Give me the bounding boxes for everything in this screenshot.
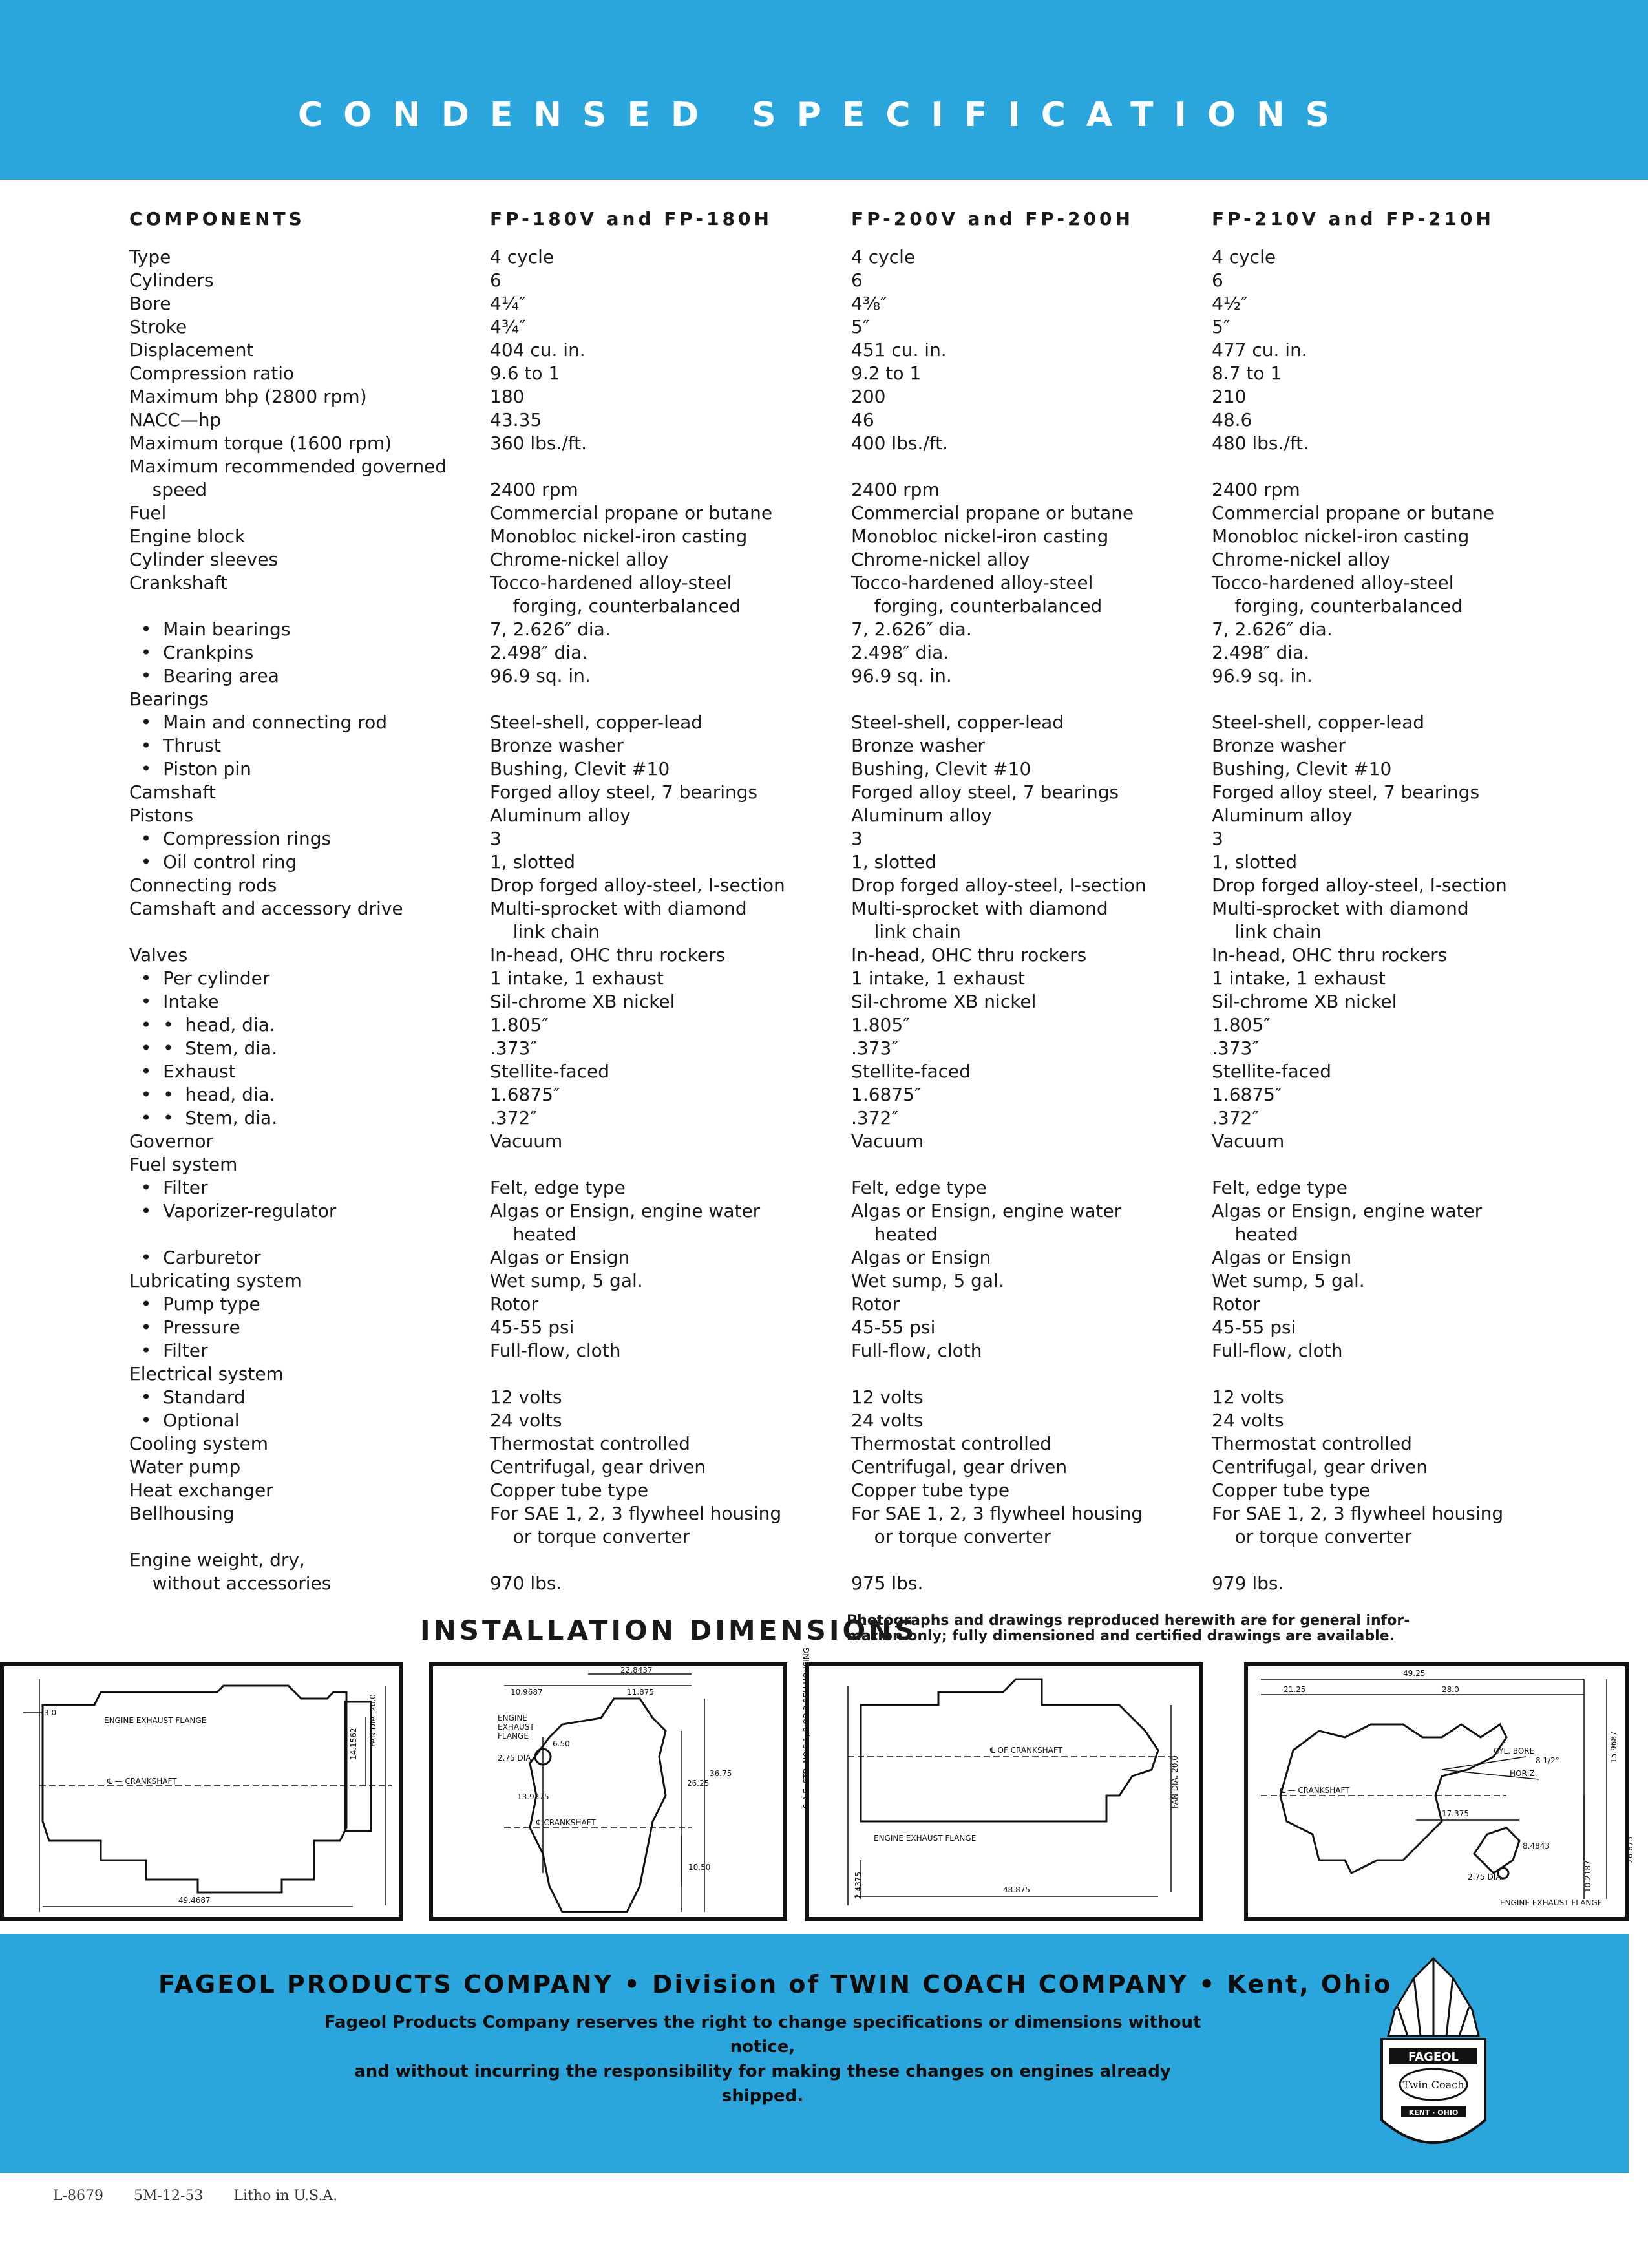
spec-value-fp200: Multi-sprocket with diamond	[851, 898, 1108, 919]
spec-label: Bearings	[129, 688, 209, 710]
drawing-4-label-26-875: 26.875	[1625, 1836, 1634, 1863]
spec-value-fp180: For SAE 1, 2, 3 flywheel housing	[490, 1503, 782, 1524]
spec-value-fp180: 2.498″ dia.	[490, 642, 588, 663]
spec-value-fp200: 400 lbs./ft.	[851, 432, 949, 454]
drawing-2-label-exhaust: EXHAUST	[498, 1722, 534, 1732]
spec-label: • Thrust	[129, 735, 221, 756]
spec-label: without accessories	[129, 1573, 332, 1594]
spec-value-fp210: 210	[1212, 386, 1247, 407]
spec-value-fp200: 7, 2.626″ dia.	[851, 619, 972, 640]
spec-value-fp180: 96.9 sq. in.	[490, 665, 591, 686]
spec-value-fp210: 96.9 sq. in.	[1212, 665, 1313, 686]
spec-value-fp210: Stellite-faced	[1212, 1061, 1332, 1082]
spec-value-fp180: Aluminum alloy	[490, 805, 631, 826]
dimension-lines	[848, 1686, 1171, 1905]
spec-value-fp210: 2400 rpm	[1212, 479, 1300, 500]
logo-mid-text: Twin Coach	[1402, 2079, 1464, 2091]
spec-value-fp200: 1.805″	[851, 1014, 910, 1035]
spec-label: Governor	[129, 1130, 214, 1152]
page-title: CONDENSED SPECIFICATIONS	[297, 96, 1351, 134]
spec-value-fp200: 9.2 to 1	[851, 363, 922, 384]
spec-value-fp180: 1.805″	[490, 1014, 549, 1035]
spec-value-fp200: Commercial propane or butane	[851, 502, 1134, 524]
spec-label: • Pump type	[129, 1293, 260, 1315]
spec-value-fp210: Wet sump, 5 gal.	[1212, 1270, 1365, 1291]
spec-value-fp200: 6	[851, 270, 863, 291]
spec-value-fp180: Stellite-faced	[490, 1061, 610, 1082]
spec-value-fp210: Copper tube type	[1212, 1479, 1371, 1501]
spec-value-fp200: Bushing, Clevit #10	[851, 758, 1031, 779]
spec-value-fp200: 12 volts	[851, 1386, 924, 1408]
spec-value-fp210: 3	[1212, 828, 1223, 849]
spec-value-fp210: Bushing, Clevit #10	[1212, 758, 1392, 779]
spec-value-fp180: 12 volts	[490, 1386, 562, 1408]
spec-label: • • Stem, dia.	[129, 1107, 278, 1129]
spec-label: • Compression rings	[129, 828, 332, 849]
spec-value-fp210: heated	[1212, 1224, 1298, 1245]
logo-bottom-text: KENT · OHIO	[1408, 2108, 1459, 2117]
spec-value-fp200: In-head, OHC thru rockers	[851, 944, 1087, 966]
spec-value-fp210: forging, counterbalanced	[1212, 595, 1463, 617]
spec-value-fp180: 970 lbs.	[490, 1573, 562, 1594]
spec-value-fp210: 4½″	[1212, 293, 1248, 314]
drawing-2-label-engine: ENGINE	[498, 1713, 527, 1722]
drawing-4-label-15-9687: 15.9687	[1609, 1731, 1618, 1763]
spec-value-fp200: Full-flow, cloth	[851, 1340, 982, 1361]
spec-value-fp200: 46	[851, 409, 874, 430]
spec-value-fp210: Vacuum	[1212, 1130, 1285, 1152]
drawing-3-label-exhaust: ENGINE EXHAUST FLANGE	[874, 1834, 977, 1843]
drawing-4-label-28-0: 28.0	[1442, 1685, 1459, 1694]
installation-note-line-1: Photographs and drawings reproduced herewith are for general infor-	[847, 1613, 1410, 1629]
spec-value-fp180: Forged alloy steel, 7 bearings	[490, 781, 758, 803]
spec-label: Water pump	[129, 1456, 241, 1478]
drawing-4-svg	[1248, 1666, 1634, 1917]
spec-label: Maximum torque (1600 rpm)	[129, 432, 392, 454]
spec-value-fp200: Forged alloy steel, 7 bearings	[851, 781, 1119, 803]
drawing-2-label-6-50: 6.50	[553, 1739, 570, 1748]
spec-value-fp200: Thermostat controlled	[851, 1433, 1051, 1454]
spec-value-fp180: Thermostat controlled	[490, 1433, 690, 1454]
drawing-1-svg	[4, 1666, 399, 1917]
spec-value-fp200: Vacuum	[851, 1130, 924, 1152]
spec-label: • Optional	[129, 1410, 240, 1431]
spec-value-fp200: .372″	[851, 1107, 898, 1129]
spec-value-fp210: or torque converter	[1212, 1526, 1412, 1547]
spec-value-fp200: 96.9 sq. in.	[851, 665, 952, 686]
spec-label: • Per cylinder	[129, 968, 270, 989]
spec-value-fp200: .373″	[851, 1037, 898, 1059]
spec-label: • Main and connecting rod	[129, 712, 388, 733]
spec-value-fp210: 6	[1212, 270, 1223, 291]
spec-value-fp180: Full-flow, cloth	[490, 1340, 621, 1361]
spec-value-fp180: Monobloc nickel-iron casting	[490, 525, 748, 547]
spec-value-fp180: 6	[490, 270, 502, 291]
spec-value-fp210: 1.6875″	[1212, 1084, 1282, 1105]
drawing-3-label-2-4375: 2.4375	[854, 1872, 863, 1899]
drawing-4-label-cyl-bore: CYL. BORE	[1494, 1746, 1535, 1755]
spec-value-fp200: Stellite-faced	[851, 1061, 971, 1082]
engine-outline	[43, 1686, 371, 1892]
spec-label: Stroke	[129, 316, 187, 337]
spec-value-fp180: 180	[490, 386, 525, 407]
drawing-2-label-flange: FLANGE	[498, 1732, 529, 1741]
spec-value-fp200: Algas or Ensign, engine water	[851, 1200, 1122, 1222]
spec-value-fp200: Steel-shell, copper-lead	[851, 712, 1064, 733]
spec-label: • Piston pin	[129, 758, 251, 779]
column-header-fp210: FP-210V and FP-210H	[1212, 208, 1494, 229]
spec-label: • Filter	[129, 1177, 208, 1198]
drawing-3-label-crankshaft: ℄ OF CRANKSHAFT	[990, 1746, 1062, 1755]
drawing-2-label-26-25: 26.25	[687, 1779, 710, 1788]
spec-label: Valves	[129, 944, 188, 966]
spec-value-fp200: Chrome-nickel alloy	[851, 549, 1030, 570]
spec-value-fp210: 7, 2.626″ dia.	[1212, 619, 1333, 640]
spec-value-fp210: 5″	[1212, 316, 1231, 337]
drawing-4-label-8-5-degrees: 8 1/2°	[1536, 1756, 1559, 1765]
spec-value-fp180: Commercial propane or butane	[490, 502, 773, 524]
spec-value-fp210: 8.7 to 1	[1212, 363, 1282, 384]
drawing-2-label-crankshaft: ℄ CRANKSHAFT	[536, 1818, 596, 1827]
spec-value-fp180: 360 lbs./ft.	[490, 432, 587, 454]
spec-value-fp180: heated	[490, 1224, 576, 1245]
spec-label: Bellhousing	[129, 1503, 235, 1524]
spec-label: • • head, dia.	[129, 1014, 275, 1035]
spec-value-fp200: For SAE 1, 2, 3 flywheel housing	[851, 1503, 1143, 1524]
spec-value-fp200: Wet sump, 5 gal.	[851, 1270, 1004, 1291]
spec-value-fp210: Multi-sprocket with diamond	[1212, 898, 1469, 919]
spec-value-fp210: 2.498″ dia.	[1212, 642, 1310, 663]
spec-value-fp210: In-head, OHC thru rockers	[1212, 944, 1448, 966]
spec-value-fp180: .373″	[490, 1037, 537, 1059]
installation-note	[847, 1613, 1410, 1644]
drawing-1-label-49-4687: 49.4687	[178, 1896, 211, 1905]
drawing-4-label-exhaust: ENGINE EXHAUST FLANGE	[1500, 1898, 1603, 1907]
print-codes	[53, 2188, 363, 2204]
drawing-4-label-8-4843: 8.4843	[1523, 1841, 1550, 1850]
spec-label: • Oil control ring	[129, 851, 297, 873]
spec-value-fp180: Chrome-nickel alloy	[490, 549, 669, 570]
spec-value-fp210: link chain	[1212, 921, 1322, 942]
column-header-fp200: FP-200V and FP-200H	[851, 208, 1134, 229]
spec-value-fp210: .372″	[1212, 1107, 1259, 1129]
spec-value-fp180: Drop forged alloy-steel, I-section	[490, 874, 785, 896]
spec-value-fp200: Copper tube type	[851, 1479, 1010, 1501]
spec-label: • Filter	[129, 1340, 208, 1361]
drawing-4-label-10-2187: 10.2187	[1583, 1860, 1592, 1892]
spec-value-fp180: 1, slotted	[490, 851, 576, 873]
column-header-fp180: FP-180V and FP-180H	[490, 208, 772, 229]
spec-value-fp200: Bronze washer	[851, 735, 985, 756]
drawing-front-view-horizontal	[1244, 1662, 1634, 1921]
drawing-front-view-vertical	[429, 1662, 787, 1921]
spec-value-fp210: 12 volts	[1212, 1386, 1284, 1408]
drawing-1-label-crankshaft: ℄ — CRANKSHAFT	[107, 1777, 177, 1786]
drawing-1-label-3-0: 3.0	[44, 1708, 57, 1717]
spec-value-fp210: 45-55 psi	[1212, 1317, 1296, 1338]
spec-value-fp200: Sil-chrome XB nickel	[851, 991, 1037, 1012]
spec-value-fp200: Rotor	[851, 1293, 900, 1315]
spec-value-fp180: or torque converter	[490, 1526, 690, 1547]
drawing-1-label-14-1562: 14.1562	[349, 1728, 358, 1760]
spec-label: Engine block	[129, 525, 246, 547]
spec-value-fp180: 9.6 to 1	[490, 363, 560, 384]
spec-value-fp180: 2400 rpm	[490, 479, 578, 500]
installation-dimensions-title: INSTALLATION DIMENSIONS	[420, 1615, 918, 1646]
spec-value-fp210: 979 lbs.	[1212, 1573, 1284, 1594]
spec-value-fp200: Algas or Ensign	[851, 1247, 991, 1268]
drawing-4-label-horiz: HORIZ.	[1510, 1769, 1537, 1778]
spec-value-fp180: Steel-shell, copper-lead	[490, 712, 703, 733]
spec-value-fp200: Felt, edge type	[851, 1177, 987, 1198]
spec-value-fp210: 48.6	[1212, 409, 1252, 430]
drawing-2-label-10-9687: 10.9687	[511, 1688, 543, 1697]
spec-value-fp180: 3	[490, 828, 502, 849]
drawing-4-label-crankshaft: ℄ — CRANKSHAFT	[1280, 1786, 1350, 1795]
spec-value-fp200: 5″	[851, 316, 870, 337]
spec-value-fp180: forging, counterbalanced	[490, 595, 741, 617]
spec-value-fp210: Centrifugal, gear driven	[1212, 1456, 1428, 1478]
spec-label: • Carburetor	[129, 1247, 261, 1268]
company-line: FAGEOL PRODUCTS COMPANY • Division of TWIN COACH COMPANY • Kent, Ohio	[158, 1970, 1393, 1998]
spec-value-fp200: link chain	[851, 921, 961, 942]
spec-label: • Intake	[129, 991, 219, 1012]
spec-label: • Exhaust	[129, 1061, 236, 1082]
drawing-4-label-2-75-dia: 2.75 DIA.	[1468, 1872, 1504, 1881]
spec-value-fp180: 43.35	[490, 409, 542, 430]
spec-value-fp210: 24 volts	[1212, 1410, 1284, 1431]
drawing-2-label-13-9375: 13.9375	[517, 1792, 549, 1801]
spec-value-fp200: Drop forged alloy-steel, I-section	[851, 874, 1146, 896]
print-code-run: 5M-12-53	[134, 2188, 204, 2204]
spec-value-fp200: 1.6875″	[851, 1084, 922, 1105]
spec-value-fp210: Bronze washer	[1212, 735, 1346, 756]
spec-label: Fuel system	[129, 1154, 238, 1175]
spec-label: Maximum recommended governed	[129, 456, 447, 477]
spec-value-fp180: Wet sump, 5 gal.	[490, 1270, 643, 1291]
spec-value-fp180: 4 cycle	[490, 246, 555, 268]
installation-note-line-2: mation only; fully dimensioned and certified drawings are available.	[847, 1628, 1395, 1644]
print-code-litho: Litho in U.S.A.	[233, 2188, 338, 2204]
drawing-1-label-fan: FAN DIA. 20.0	[368, 1694, 377, 1747]
spec-value-fp180: link chain	[490, 921, 600, 942]
spec-label: Camshaft and accessory drive	[129, 898, 403, 919]
spec-value-fp210: Thermostat controlled	[1212, 1433, 1412, 1454]
spec-value-fp200: Monobloc nickel-iron casting	[851, 525, 1109, 547]
spec-label: Crankshaft	[129, 572, 228, 593]
spec-label: Camshaft	[129, 781, 216, 803]
spec-label: Lubricating system	[129, 1270, 302, 1291]
spec-value-fp210: Chrome-nickel alloy	[1212, 549, 1391, 570]
disclaimer	[323, 2010, 1202, 2108]
drawing-4-label-21-25: 21.25	[1284, 1685, 1306, 1694]
spec-label: Compression ratio	[129, 363, 295, 384]
drawing-2-label-22-8437: 22.8437	[620, 1666, 653, 1675]
spec-value-fp200: heated	[851, 1224, 938, 1245]
spec-value-fp180: Bronze washer	[490, 735, 624, 756]
spec-label: • Crankpins	[129, 642, 254, 663]
drawing-3-svg	[802, 1647, 1199, 1917]
spec-value-fp180: Algas or Ensign	[490, 1247, 630, 1268]
spec-value-fp200: 1 intake, 1 exhaust	[851, 968, 1025, 989]
spec-value-fp180: 1.6875″	[490, 1084, 560, 1105]
drawing-3-label-bellhousing: S.A.E. STD. NO'S 1, 2 OR 3 BELLHOUSING	[802, 1647, 811, 1808]
logo-top-text: FAGEOL	[1408, 2050, 1459, 2064]
spec-value-fp210: Monobloc nickel-iron casting	[1212, 525, 1470, 547]
spec-label: Electrical system	[129, 1363, 284, 1384]
spec-value-fp180: Sil-chrome XB nickel	[490, 991, 675, 1012]
spec-value-fp200: 1, slotted	[851, 851, 937, 873]
spec-value-fp200: or torque converter	[851, 1526, 1051, 1547]
spec-value-fp210: 1.805″	[1212, 1014, 1271, 1035]
spec-label: Cylinder sleeves	[129, 549, 279, 570]
spec-value-fp180: Rotor	[490, 1293, 538, 1315]
drawing-2-label-11-875: 11.875	[627, 1688, 654, 1697]
column-header-components: COMPONENTS	[129, 208, 305, 229]
spec-label: Type	[129, 246, 171, 268]
spec-value-fp210: 1, slotted	[1212, 851, 1298, 873]
spec-label: • Main bearings	[129, 619, 291, 640]
spec-value-fp180: 1 intake, 1 exhaust	[490, 968, 664, 989]
spec-value-fp180: Tocco-hardened alloy-steel	[490, 572, 732, 593]
spec-value-fp210: Algas or Ensign, engine water	[1212, 1200, 1483, 1222]
drawing-2-label-10-50: 10.50	[688, 1863, 711, 1872]
spec-value-fp210: Tocco-hardened alloy-steel	[1212, 572, 1454, 593]
spec-label: Maximum bhp (2800 rpm)	[129, 386, 367, 407]
spec-value-fp200: 3	[851, 828, 863, 849]
drawing-side-view-horizontal	[802, 1647, 1203, 1921]
spec-value-fp200: 200	[851, 386, 886, 407]
spec-value-fp180: 24 volts	[490, 1410, 562, 1431]
engine-outline	[1280, 1724, 1519, 1878]
spec-value-fp210: .373″	[1212, 1037, 1259, 1059]
spec-value-fp180: Bushing, Clevit #10	[490, 758, 670, 779]
spec-value-fp210: 480 lbs./ft.	[1212, 432, 1309, 454]
engine-outline	[530, 1699, 666, 1912]
drawing-2-svg	[433, 1666, 783, 1917]
print-code-form: L-8679	[53, 2188, 104, 2204]
spec-value-fp200: 975 lbs.	[851, 1573, 924, 1594]
spec-value-fp180: Multi-sprocket with diamond	[490, 898, 747, 919]
spec-value-fp210: Algas or Ensign	[1212, 1247, 1352, 1268]
drawing-4-label-49-25: 49.25	[1403, 1669, 1426, 1678]
spec-value-fp210: Steel-shell, copper-lead	[1212, 712, 1425, 733]
spec-value-fp180: 7, 2.626″ dia.	[490, 619, 611, 640]
spec-value-fp210: 477 cu. in.	[1212, 339, 1307, 361]
spec-value-fp180: Copper tube type	[490, 1479, 649, 1501]
spec-label: Bore	[129, 293, 171, 314]
spec-value-fp180: Centrifugal, gear driven	[490, 1456, 706, 1478]
spec-label: • • Stem, dia.	[129, 1037, 278, 1059]
spec-value-fp180: 45-55 psi	[490, 1317, 575, 1338]
spec-value-fp180: 404 cu. in.	[490, 339, 586, 361]
spec-value-fp210: Full-flow, cloth	[1212, 1340, 1343, 1361]
spec-value-fp200: 4 cycle	[851, 246, 916, 268]
spec-value-fp210: Commercial propane or butane	[1212, 502, 1495, 524]
spec-value-fp180: 4¾″	[490, 316, 526, 337]
spec-value-fp210: Aluminum alloy	[1212, 805, 1353, 826]
header-band	[0, 0, 1648, 180]
fageol-twin-coach-logo	[1375, 1952, 1492, 2165]
drawing-3-label-48-875: 48.875	[1003, 1885, 1030, 1894]
spec-value-fp200: 24 volts	[851, 1410, 924, 1431]
spec-label: Displacement	[129, 339, 254, 361]
spec-value-fp210: 4 cycle	[1212, 246, 1276, 268]
spec-label: Cooling system	[129, 1433, 269, 1454]
spec-value-fp180: 4¼″	[490, 293, 526, 314]
spec-value-fp180: In-head, OHC thru rockers	[490, 944, 726, 966]
spec-label: • Vaporizer-regulator	[129, 1200, 337, 1222]
disclaimer-line-1: Fageol Products Company reserves the right to change specifications or dimensions without notice,	[324, 2013, 1201, 2057]
disclaimer-line-2: and without incurring the responsibility for making these changes on engines already shipped.	[354, 2062, 1171, 2106]
spec-label: Connecting rods	[129, 874, 277, 896]
drawing-1-label-exhaust: ENGINE EXHAUST FLANGE	[104, 1716, 207, 1725]
spec-label: Cylinders	[129, 270, 214, 291]
spec-value-fp200: Tocco-hardened alloy-steel	[851, 572, 1093, 593]
spec-value-fp180: .372″	[490, 1107, 537, 1129]
spec-label: Pistons	[129, 805, 194, 826]
spec-value-fp200: Aluminum alloy	[851, 805, 992, 826]
spec-label: speed	[129, 479, 207, 500]
dimension-lines	[23, 1679, 392, 1912]
spec-value-fp210: Sil-chrome XB nickel	[1212, 991, 1397, 1012]
spec-value-fp180: Algas or Ensign, engine water	[490, 1200, 761, 1222]
spec-value-fp210: Drop forged alloy-steel, I-section	[1212, 874, 1507, 896]
spec-label: NACC—hp	[129, 409, 222, 430]
spec-value-fp200: 4⅜″	[851, 293, 887, 314]
spec-value-fp200: Centrifugal, gear driven	[851, 1456, 1068, 1478]
drawing-2-label-2-75-dia: 2.75 DIA.	[498, 1754, 534, 1763]
spec-value-fp200: 451 cu. in.	[851, 339, 947, 361]
spec-value-fp200: 2.498″ dia.	[851, 642, 949, 663]
spec-value-fp210: Rotor	[1212, 1293, 1260, 1315]
spec-value-fp200: 2400 rpm	[851, 479, 940, 500]
spec-label: • Bearing area	[129, 665, 279, 686]
drawing-side-view-vertical	[0, 1662, 403, 1921]
spec-label: • • head, dia.	[129, 1084, 275, 1105]
spec-value-fp180: Vacuum	[490, 1130, 563, 1152]
spec-value-fp210: Felt, edge type	[1212, 1177, 1347, 1198]
spec-label: Heat exchanger	[129, 1479, 273, 1501]
spec-label: Engine weight, dry,	[129, 1549, 305, 1571]
drawing-2-label-36-75: 36.75	[710, 1769, 732, 1778]
drawing-4-label-17-375: 17.375	[1442, 1809, 1469, 1818]
spec-value-fp200: 45-55 psi	[851, 1317, 936, 1338]
spec-label: Fuel	[129, 502, 167, 524]
spec-value-fp210: For SAE 1, 2, 3 flywheel housing	[1212, 1503, 1504, 1524]
spec-value-fp200: forging, counterbalanced	[851, 595, 1103, 617]
drawing-3-label-fan: FAN DIA. 20.0	[1170, 1755, 1179, 1808]
spec-value-fp210: 1 intake, 1 exhaust	[1212, 968, 1386, 989]
spec-value-fp180: Felt, edge type	[490, 1177, 626, 1198]
spec-value-fp210: Forged alloy steel, 7 bearings	[1212, 781, 1480, 803]
spec-label: • Standard	[129, 1386, 246, 1408]
spec-label: • Pressure	[129, 1317, 240, 1338]
